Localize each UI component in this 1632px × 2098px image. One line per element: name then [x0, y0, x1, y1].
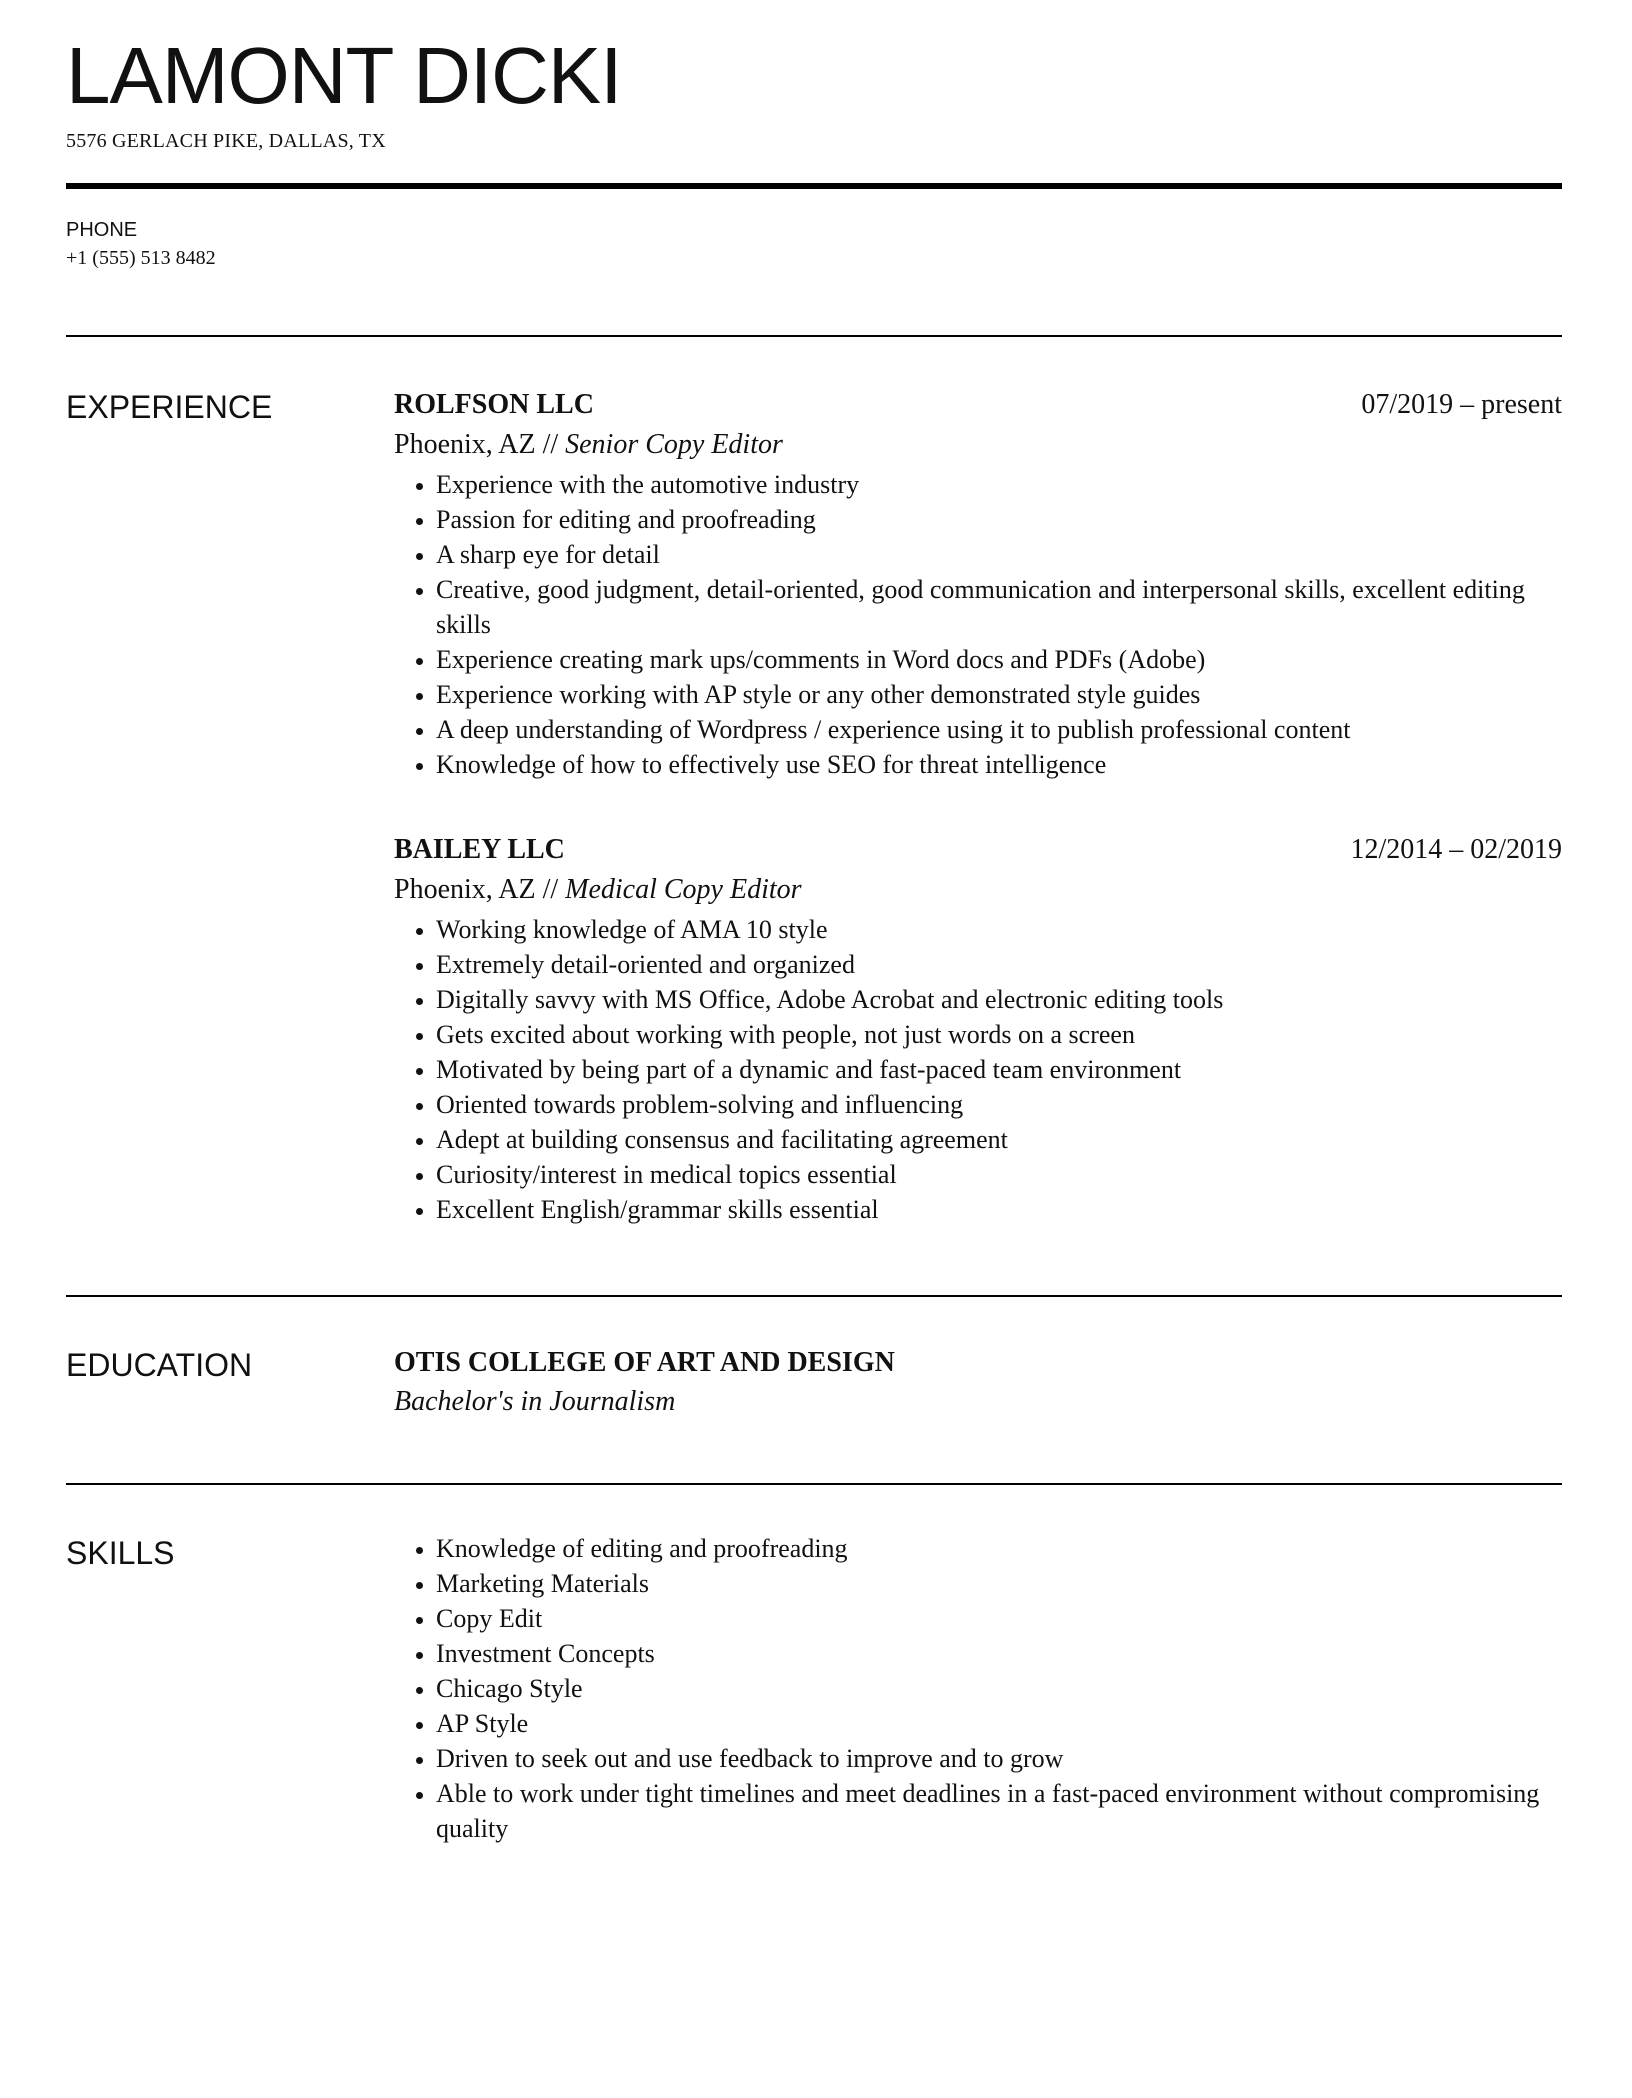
experience-heading: EXPERIENCE — [66, 389, 273, 425]
school-name: OTIS COLLEGE OF ART AND DESIGN — [394, 1347, 895, 1378]
skills-body — [394, 1531, 1562, 1846]
job-entry — [394, 385, 1562, 782]
degree: Bachelor's in Journalism — [394, 1386, 676, 1417]
skill-item: • Marketing Materials — [436, 1566, 1562, 1601]
experience-body — [394, 385, 1562, 1227]
company-name: ROLFSON LLC — [394, 389, 594, 420]
duty-item: • Experience with the automotive industry — [436, 467, 1562, 502]
skills-list — [394, 1531, 1562, 1846]
duty-item: • Curiosity/interest in medical topics essential — [436, 1157, 1562, 1192]
skills-heading: SKILLS — [66, 1535, 175, 1571]
education-section — [66, 1343, 1562, 1421]
duty-item: • Oriented towards problem-solving and influencing — [436, 1087, 1562, 1122]
job-duties — [394, 467, 1562, 782]
duty-item: • A deep understanding of Wordpress / experience using it to publish professional content — [436, 712, 1562, 747]
job-dates: 12/2014 – 02/2019 — [1350, 834, 1562, 865]
contact-block — [66, 217, 1562, 273]
duty-item: • Excellent English/grammar skills essential — [436, 1192, 1562, 1227]
skill-item: • Driven to seek out and use feedback to improve and to grow — [436, 1741, 1562, 1776]
job-entry — [394, 830, 1562, 1227]
section-divider — [66, 1295, 1562, 1297]
candidate-name: LAMONT DICKI — [66, 31, 622, 120]
job-location-line — [394, 870, 1562, 910]
job-header — [394, 830, 1562, 870]
duty-item: • Digitally savvy with MS Office, Adobe Acrobat and electronic editing tools — [436, 982, 1562, 1017]
job-location: Phoenix, AZ — [394, 874, 536, 905]
experience-section — [66, 385, 1562, 1227]
duty-item: • Knowledge of how to effectively use SEO for threat intelligence — [436, 747, 1562, 782]
job-dates: 07/2019 – present — [1361, 389, 1562, 420]
job-location-line — [394, 425, 1562, 465]
skills-section — [66, 1531, 1562, 1846]
candidate-address: 5576 GERLACH PIKE, DALLAS, TX — [66, 130, 386, 152]
skill-item: • Chicago Style — [436, 1671, 1562, 1706]
header-divider — [66, 183, 1562, 189]
job-location: Phoenix, AZ — [394, 429, 536, 460]
job-title: Senior Copy Editor — [565, 429, 783, 460]
duty-item: • Working knowledge of AMA 10 style — [436, 912, 1562, 947]
duty-item: • Experience creating mark ups/comments in Word docs and PDFs (Adobe) — [436, 642, 1562, 677]
location-separator: // — [542, 874, 559, 905]
skill-item: • Able to work under tight timelines and meet deadlines in a fast-paced environment without compromising quality — [436, 1776, 1562, 1846]
company-name: BAILEY LLC — [394, 834, 565, 865]
duty-item: • Experience working with AP style or any other demonstrated style guides — [436, 677, 1562, 712]
job-header — [394, 385, 1562, 425]
duty-item: • Adept at building consensus and facilitating agreement — [436, 1122, 1562, 1157]
duty-item: • Extremely detail-oriented and organized — [436, 947, 1562, 982]
section-divider — [66, 335, 1562, 337]
skill-item: • Investment Concepts — [436, 1636, 1562, 1671]
duty-item: • Creative, good judgment, detail-oriented, good communication and interpersonal skills, excellent editing skills — [436, 572, 1562, 642]
phone-label: PHONE — [66, 219, 138, 241]
job-title: Medical Copy Editor — [565, 874, 802, 905]
job-duties — [394, 912, 1562, 1227]
duty-item: • Gets excited about working with people, not just words on a screen — [436, 1017, 1562, 1052]
education-heading: EDUCATION — [66, 1347, 253, 1383]
duty-item: • Passion for editing and proofreading — [436, 502, 1562, 537]
duty-item: • A sharp eye for detail — [436, 537, 1562, 572]
skill-item: • AP Style — [436, 1706, 1562, 1741]
education-body — [394, 1343, 1562, 1421]
section-divider — [66, 1483, 1562, 1485]
resume-page — [66, 0, 1562, 1846]
skill-item: • Knowledge of editing and proofreading — [436, 1531, 1562, 1566]
duty-item: • Motivated by being part of a dynamic and fast-paced team environment — [436, 1052, 1562, 1087]
skill-item: • Copy Edit — [436, 1601, 1562, 1636]
phone-value: +1 (555) 513 8482 — [66, 247, 216, 269]
location-separator: // — [542, 429, 559, 460]
